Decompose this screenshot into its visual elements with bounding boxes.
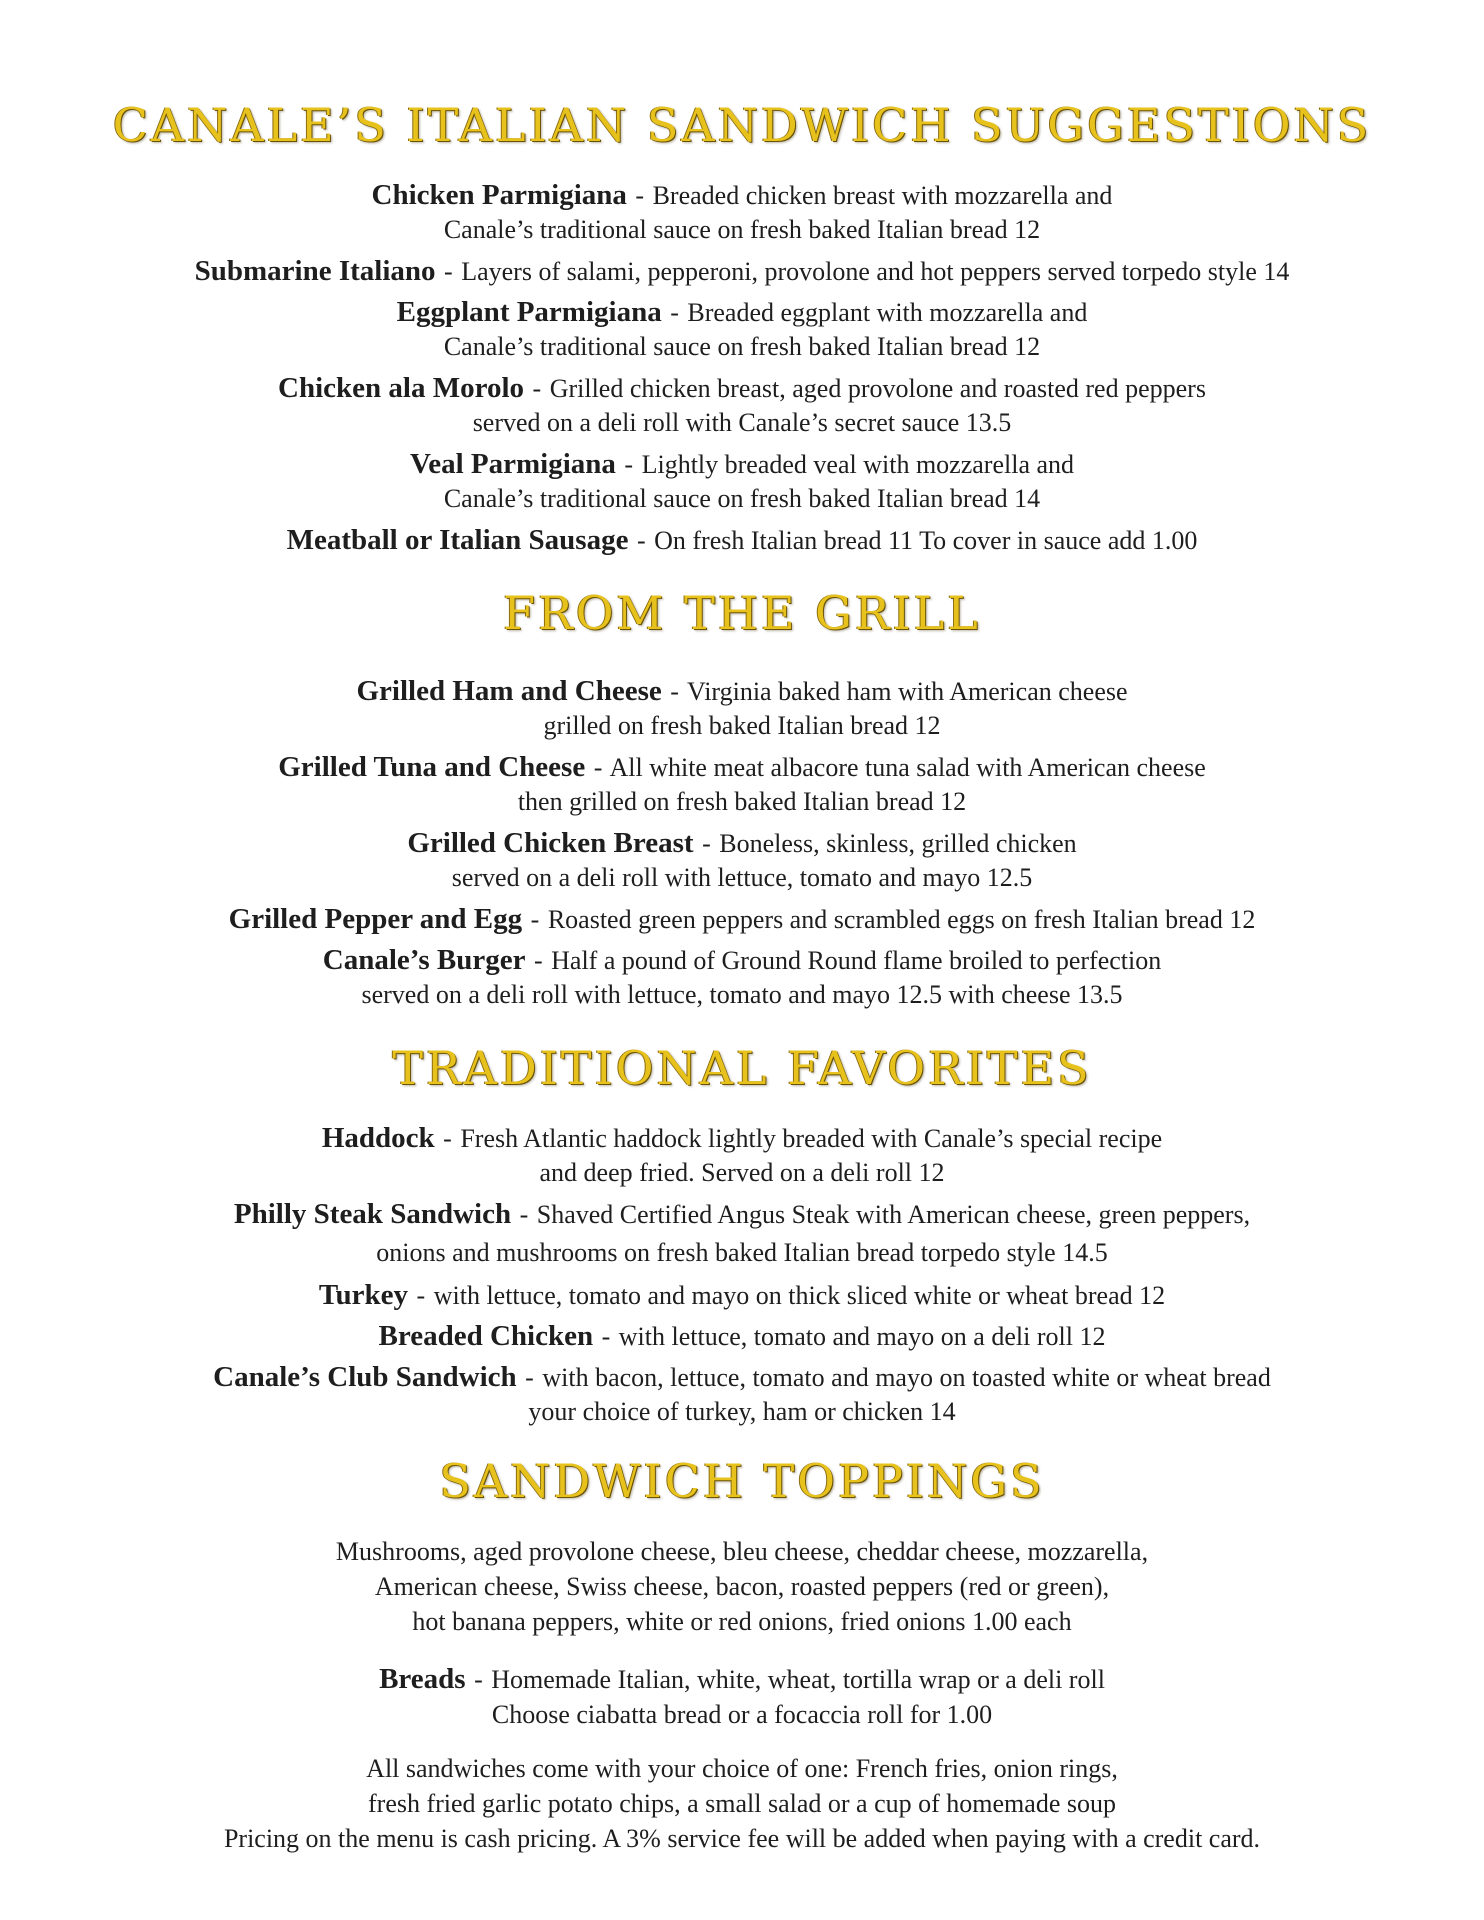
item-description-continued: served on a deli roll with lettuce, tomato and mayo 12.5 with cheese 13.5 bbox=[361, 980, 1123, 1009]
item-name: Meatball or Italian Sausage bbox=[286, 524, 629, 556]
menu-item-grilled-tuna-cheese bbox=[0, 752, 1484, 783]
menu-item-breads bbox=[0, 1664, 1484, 1695]
item-description: Homemade Italian, white, wheat, tortilla wrap or a deli roll bbox=[491, 1665, 1105, 1694]
menu-item-chicken-parmigiana bbox=[0, 180, 1484, 211]
item-name: Grilled Ham and Cheese bbox=[356, 675, 662, 707]
item-description: Layers of salami, pepperoni, provolone and hot peppers served torpedo style 14 bbox=[461, 257, 1290, 286]
item-name: Grilled Pepper and Egg bbox=[228, 903, 523, 935]
toppings-line: American cheese, Swiss cheese, bacon, roasted peppers (red or green), bbox=[374, 1572, 1110, 1601]
toppings-line: hot banana peppers, white or red onions, fried onions 1.00 each bbox=[412, 1607, 1072, 1636]
menu-item-meatball-sausage bbox=[0, 525, 1484, 556]
separator: - bbox=[670, 298, 679, 327]
menu-item-philly-steak bbox=[0, 1199, 1484, 1230]
separator: - bbox=[624, 450, 634, 479]
toppings-line: Mushrooms, aged provolone cheese, bleu cheese, cheddar cheese, mozzarella, bbox=[335, 1537, 1149, 1566]
item-description: Half a pound of Ground Round flame broiled to perfection bbox=[551, 946, 1162, 975]
separator: - bbox=[443, 1124, 452, 1153]
item-description: with lettuce, tomato and mayo on a deli roll 12 bbox=[618, 1322, 1106, 1351]
footer-note: Pricing on the menu is cash pricing. A 3% service fee will be added when paying with a credit card. bbox=[223, 1824, 1261, 1853]
item-description: Roasted green peppers and scrambled eggs on fresh Italian bread 12 bbox=[547, 905, 1256, 934]
menu-item-turkey bbox=[0, 1280, 1484, 1311]
footer-note: fresh fried garlic potato chips, a small salad or a cup of homemade soup bbox=[368, 1789, 1116, 1818]
menu-item-eggplant-parmigiana bbox=[0, 297, 1484, 328]
separator: - bbox=[533, 946, 543, 975]
separator: - bbox=[416, 1281, 426, 1310]
separator: - bbox=[444, 257, 453, 286]
item-name: Grilled Tuna and Cheese bbox=[278, 751, 586, 783]
item-name: Breaded Chicken bbox=[378, 1320, 594, 1352]
separator: - bbox=[532, 374, 542, 403]
item-name: Breads bbox=[379, 1663, 466, 1695]
item-description: Breaded eggplant with mozzarella and bbox=[687, 298, 1088, 327]
item-name: Eggplant Parmigiana bbox=[396, 296, 662, 328]
item-description-continued: Canale’s traditional sauce on fresh baked Italian bread 12 bbox=[443, 215, 1041, 244]
item-name: Chicken ala Morolo bbox=[278, 372, 525, 404]
separator: - bbox=[601, 1322, 611, 1351]
separator: - bbox=[474, 1665, 483, 1694]
item-name: Haddock bbox=[321, 1122, 435, 1154]
menu-item-grilled-ham-cheese bbox=[0, 676, 1484, 707]
item-description: Lightly breaded veal with mozzarella and bbox=[641, 450, 1075, 479]
menu-item-club-sandwich bbox=[0, 1362, 1484, 1393]
item-description: Grilled chicken breast, aged provolone and roasted red peppers bbox=[549, 374, 1206, 403]
suggestions-heading: CANALE’S ITALIAN SANDWICH SUGGESTIONS bbox=[112, 98, 1372, 152]
item-description-continued: served on a deli roll with Canale’s secret sauce 13.5 bbox=[472, 408, 1012, 437]
item-name: Turkey bbox=[318, 1279, 409, 1311]
item-name: Grilled Chicken Breast bbox=[407, 827, 694, 859]
item-description-continued: Canale’s traditional sauce on fresh baked Italian bread 12 bbox=[443, 332, 1041, 361]
menu-item-grilled-chicken-breast bbox=[0, 828, 1484, 859]
item-description: Shaved Certified Angus Steak with American cheese, green peppers, bbox=[536, 1200, 1251, 1229]
toppings-heading: SANDWICH TOPPINGS bbox=[439, 1454, 1045, 1508]
item-name: Canale’s Club Sandwich bbox=[213, 1361, 517, 1393]
menu-item-breaded-chicken bbox=[0, 1321, 1484, 1352]
item-description: with bacon, lettuce, tomato and mayo on toasted white or wheat bread bbox=[542, 1363, 1271, 1392]
menu-item-canales-burger bbox=[0, 945, 1484, 976]
menu-item-veal-parmigiana bbox=[0, 449, 1484, 480]
item-description: All white meat albacore tuna salad with American cheese bbox=[609, 753, 1206, 782]
item-description-continued: onions and mushrooms on fresh baked Italian bread torpedo style 14.5 bbox=[376, 1238, 1108, 1267]
item-description: On fresh Italian bread 11 To cover in sauce add 1.00 bbox=[654, 526, 1198, 555]
item-description: Breaded chicken breast with mozzarella and bbox=[652, 181, 1113, 210]
item-name: Submarine Italiano bbox=[194, 255, 436, 287]
item-description: Fresh Atlantic haddock lightly breaded with Canale’s special recipe bbox=[460, 1124, 1163, 1153]
separator: - bbox=[519, 1200, 529, 1229]
menu-item-chicken-ala-morolo bbox=[0, 373, 1484, 404]
item-description-continued: and deep fried. Served on a deli roll 12 bbox=[539, 1158, 945, 1187]
separator: - bbox=[530, 905, 540, 934]
item-description-continued: grilled on fresh baked Italian bread 12 bbox=[543, 711, 941, 740]
item-description: Virginia baked ham with American cheese bbox=[686, 677, 1128, 706]
traditional-heading: TRADITIONAL FAVORITES bbox=[392, 1041, 1092, 1095]
footer-note: All sandwiches come with your choice of one: French fries, onion rings, bbox=[366, 1754, 1118, 1783]
item-description-continued: Canale’s traditional sauce on fresh baked Italian bread 14 bbox=[443, 484, 1041, 513]
item-description-continued: served on a deli roll with lettuce, tomato and mayo 12.5 bbox=[451, 863, 1033, 892]
separator: - bbox=[702, 829, 711, 858]
item-description-continued: your choice of turkey, ham or chicken 14 bbox=[528, 1397, 956, 1426]
grill-heading: FROM THE GRILL bbox=[503, 586, 981, 640]
separator: - bbox=[635, 181, 645, 210]
separator: - bbox=[636, 526, 646, 555]
item-description: with lettuce, tomato and mayo on thick sliced white or wheat bread 12 bbox=[433, 1281, 1166, 1310]
item-name: Philly Steak Sandwich bbox=[233, 1198, 512, 1230]
item-description-continued: Choose ciabatta bread or a focaccia roll for 1.00 bbox=[491, 1700, 993, 1729]
item-description: Boneless, skinless, grilled chicken bbox=[719, 829, 1077, 858]
item-name: Canale’s Burger bbox=[322, 944, 526, 976]
separator: - bbox=[593, 753, 603, 782]
item-name: Veal Parmigiana bbox=[409, 448, 616, 480]
menu-item-grilled-pepper-egg bbox=[0, 904, 1484, 935]
item-description-continued: then grilled on fresh baked Italian bread 12 bbox=[517, 787, 967, 816]
menu-item-submarine-italiano bbox=[0, 256, 1484, 287]
menu-item-haddock bbox=[0, 1123, 1484, 1154]
item-name: Chicken Parmigiana bbox=[371, 179, 627, 211]
separator: - bbox=[525, 1363, 534, 1392]
separator: - bbox=[670, 677, 679, 706]
